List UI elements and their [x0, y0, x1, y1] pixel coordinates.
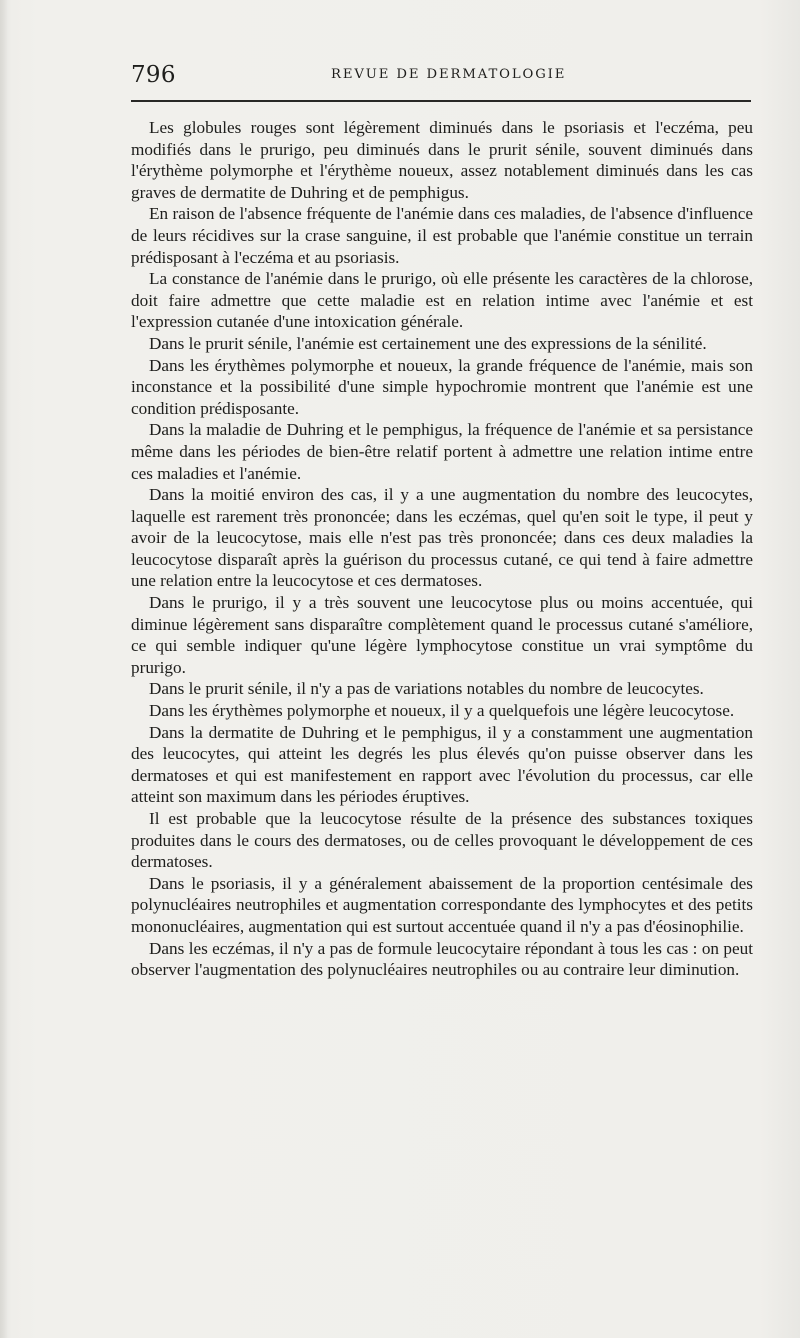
paragraph-prurigo-chlorose: La constance de l'anémie dans le prurigo, où elle présente les caractères de la chlorose, doit faire admettre que cette maladie est en relation intime avec l'anémie et est l'expression cutanée d'une intoxication générale. [131, 269, 753, 332]
paragraph-eczemas-formule: Dans les eczémas, il n'y a pas de formule leucocytaire répondant à tous les cas : on peut observer l'augmentation des polynucléaires neutrophiles ou au contraire leur diminution. [131, 938, 753, 980]
paragraph-substances-toxiques: Il est probable que la leucocytose résulte de la présence des substances toxiques produites dans le cours des dermatoses, ou de celles provoquant le développement de ces dermatoses. [131, 809, 753, 872]
paragraph-leucocytes-moitie: Dans la moitié environ des cas, il y a une augmentation du nombre des leucocytes, laquelle est rarement très prononcée; dans les eczémas, quel qu'en soit le type, il peut y avoir de la leucocytose, mais elle n'est pas très prononcée; dans ces deux maladies la leucocytose disparaît après la guérison du processus cutané, ce qui tend à faire admettre une relation entre la leucocytose et ces dermatoses. [131, 485, 753, 591]
paragraph-absence-anemie: En raison de l'absence fréquente de l'anémie dans ces maladies, de l'absence d'influence de leurs récidives sur la crase sanguine, il est probable que l'anémie constitue un terrain prédisposant à l'eczéma et au psoriasis. [131, 204, 753, 267]
page-number: 796 [131, 62, 176, 88]
paragraph-globules-rouges: Les globules rouges sont légèrement diminués dans le psoriasis et l'eczéma, peu modifiés dans le prurigo, peu diminués dans le prurit sénile, souvent diminués dans l'érythème polymorphe et l'érythème noueux, assez notablement diminués dans les cas graves de dermatite de Duhring et de pemphigus. [131, 118, 753, 202]
page-header [131, 60, 751, 90]
paragraph-prurit-senile-leucocytes: Dans le prurit sénile, il n'y a pas de variations notables du nombre de leucocytes. [149, 679, 704, 699]
paragraph-erythemes-anemie: Dans les érythèmes polymorphe et noueux, la grande fréquence de l'anémie, mais son inconstance et la possibilité d'une simple hypochromie montrent que l'anémie est une condition prédisposante. [131, 355, 753, 418]
article-body [131, 117, 753, 981]
running-title: REVUE DE DERMATOLOGIE [331, 67, 567, 82]
paragraph-erythemes-leucocytose: Dans les érythèmes polymorphe et noueux, il y a quelquefois une légère leucocytose. [149, 701, 735, 721]
header-rule [131, 100, 751, 102]
paragraph-duhring-leucocytes: Dans la dermatite de Duhring et le pemphigus, il y a constamment une augmentation des leucocytes, qui atteint les degrés les plus élevés qu'on puisse observer dans les dermatoses et qui est manifestement en rapport avec l'évolution du processus, car elle atteint son maximum dans les périodes éruptives. [131, 722, 753, 807]
paragraph-prurit-senile-anemie: Dans le prurit sénile, l'anémie est certainement une des expressions de la sénilité. [149, 333, 707, 353]
page-binding-shadow [0, 0, 8, 1338]
paragraph-psoriasis-formule: Dans le psoriasis, il y a généralement abaissement de la proportion centésimale des polynucléaires neutrophiles et augmentation correspondante des lymphocytes et des petits mononucléaires, augmentation qui est surtout accentuée quand il n'y a pas d'éosinophilie. [131, 873, 753, 936]
paragraph-prurigo-leucocytose: Dans le prurigo, il y a très souvent une leucocytose plus ou moins accentuée, qui diminue légèrement sans disparaître complètement quand le processus cutané s'améliore, ce qui semble indiquer qu'une légère lymphocytose constitue un vrai symptôme du prurigo. [131, 593, 753, 677]
paragraph-duhring-anemie: Dans la maladie de Duhring et le pemphigus, la fréquence de l'anémie et sa persistance même dans les périodes de bien-être relatif portent à admettre une relation intime entre ces maladies et l'anémie. [131, 420, 753, 483]
